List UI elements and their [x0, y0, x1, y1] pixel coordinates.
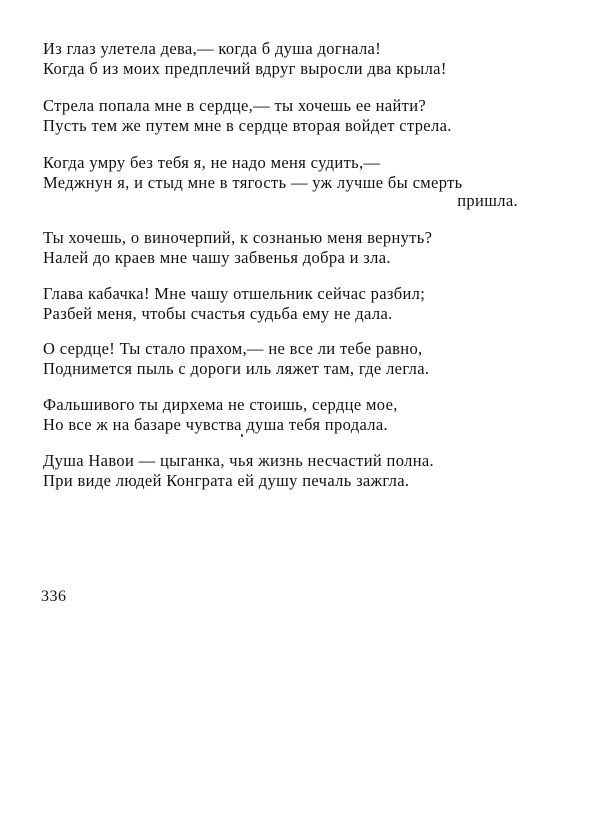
- poem-line-continuation: пришла.: [457, 191, 518, 210]
- poem-line: Меджнун я, и стыд мне в тягость — уж лучше бы смерть: [43, 173, 463, 192]
- poem-line: Из глаз улетела дева,— когда б душа догнала!: [43, 39, 382, 58]
- page-number: 336: [41, 588, 67, 605]
- print-speck: [241, 434, 243, 437]
- poem-line: Пусть тем же путем мне в сердце вторая войдет стрела.: [43, 116, 452, 135]
- poem-line: При виде людей Конграта ей душу печаль зажгла.: [43, 471, 410, 490]
- poem-line: Фальшивого ты дирхема не стоишь, сердце мое,: [43, 395, 398, 414]
- poem-line: О сердце! Ты стало прахом,— не все ли тебе равно,: [43, 339, 423, 358]
- poem-line: Но все ж на базаре чувства душа тебя продала.: [43, 415, 389, 434]
- poem-line: Стрела попала мне в сердце,— ты хочешь ее найти?: [43, 96, 427, 115]
- poem-line: Налей до краев мне чашу забвенья добра и зла.: [43, 248, 391, 267]
- poem-line: Когда умру без тебя я, не надо меня судить,—: [43, 153, 381, 172]
- poem-line: Поднимется пыль с дороги иль ляжет там, где легла.: [43, 359, 430, 378]
- poem-line: Глава кабачка! Мне чашу отшельник сейчас разбил;: [43, 284, 426, 303]
- poem-line: Разбей меня, чтобы счастья судьба ему не дала.: [43, 304, 393, 323]
- poem-line: Когда б из моих предплечий вдруг выросли два крыла!: [43, 59, 447, 78]
- poem-line: Ты хочешь, о виночерпий, к сознанью меня вернуть?: [43, 228, 433, 247]
- poem-line: Душа Навои — цыганка, чья жизнь несчастий полна.: [43, 451, 435, 470]
